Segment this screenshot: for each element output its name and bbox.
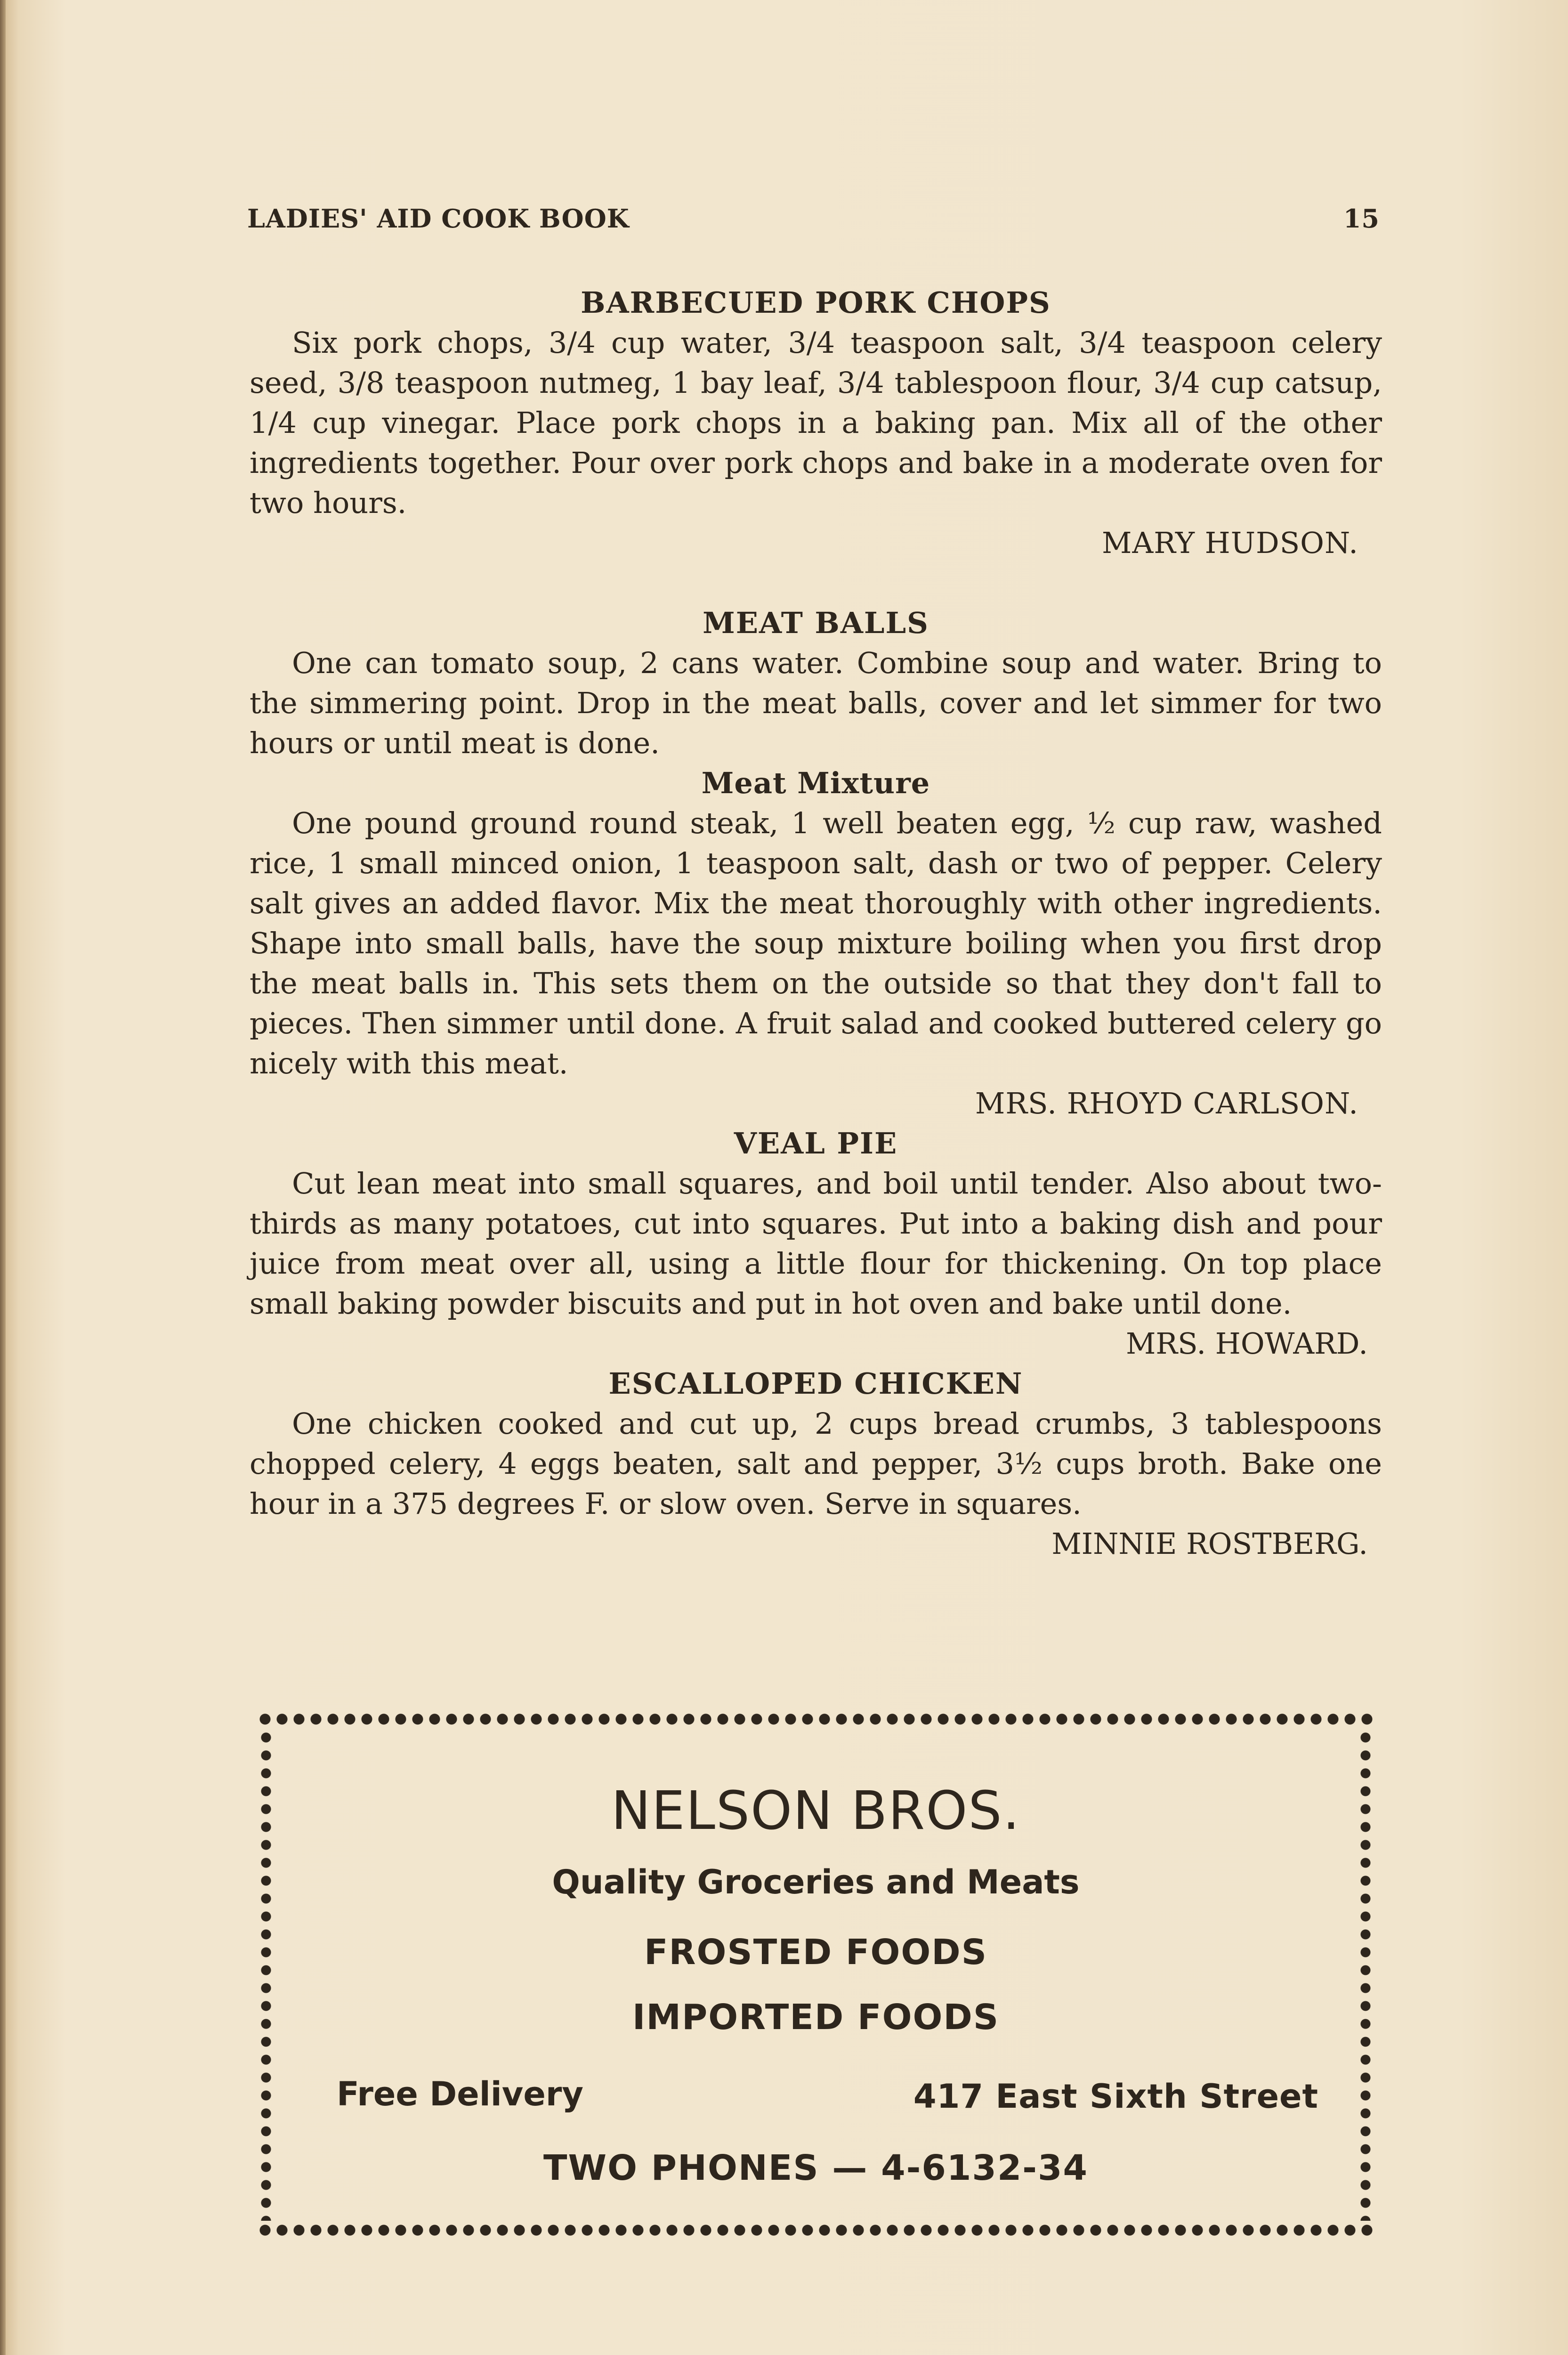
ad-imported-foods: IMPORTED FOODS (632, 1997, 1000, 2038)
recipe-subtitle: Meat Mixture (701, 766, 930, 800)
recipe-barbecued-pork-chops (250, 283, 1382, 563)
recipe-body (250, 1404, 1382, 1561)
ad-phones: TWO PHONES — 4-6132-34 (543, 2148, 1088, 2188)
ad-business-name: NELSON BROS. (611, 1780, 1021, 1842)
page-number: 15 (1343, 203, 1380, 234)
recipe-body-text: Cut lean meat into small squares, and boil until tender. Also about two-thirds as many potatoes, cut into squares. Put into a baking dish and pour juice from meat over all, using a little flour for thickening. On top place small baking powder biscuits and put in hot oven and bake until done. (250, 1166, 1382, 1321)
recipe-body-2: One pound ground round steak, 1 well beaten egg, ½ cup raw, washed rice, 1 small minced onion, 1 teaspoon salt, dash or two of pepper. Celery salt gives an added flavor. Mix the meat thoroughly with other ingredients. Shape into small balls, have the soup mixture boiling when you first drop the meat balls in. This sets them on the outside so that they don't fall to pieces. Then simmer until done. A fruit salad and cooked buttered celery go nicely with this meat. (250, 806, 1382, 1080)
recipes-content (250, 283, 1382, 1564)
recipe-author: MINNIE ROSTBERG. (1051, 1527, 1368, 1561)
ad-address: 417 East Sixth Street (913, 2077, 1318, 2116)
recipe-author: MRS. HOWARD. (1125, 1326, 1368, 1361)
recipe-author: MRS. RHOYD CARLSON. (975, 1086, 1358, 1121)
ad-border-bottom (257, 2221, 1375, 2240)
recipe-author: MARY HUDSON. (1102, 526, 1358, 560)
recipe-title: VEAL PIE (734, 1126, 898, 1161)
ad-border-right (1356, 1729, 1375, 2221)
recipe-meat-balls (250, 603, 1382, 1123)
recipe-title: ESCALLOPED CHICKEN (608, 1366, 1023, 1401)
recipe-title: BARBECUED PORK CHOPS (581, 285, 1051, 320)
recipe-body: Six pork chops, 3/4 cup water, 3/4 teaspoon salt, 3/4 teaspoon celery seed, 3/8 teaspoon nutmeg, 1 bay leaf, 3/4 tablespoon flour, 3/4 cup catsup, 1/4 cup vinegar. Place pork chops in a baking pan. Mix all of the other ingredients together. Pour over pork chops and bake in a moderate oven for two hours. (250, 325, 1382, 520)
ad-tagline: Quality Groceries and Meats (552, 1863, 1080, 1901)
recipe-title: MEAT BALLS (703, 606, 929, 640)
advertisement-box (257, 1710, 1375, 2240)
recipe-body (250, 1163, 1382, 1361)
recipe-escalloped-chicken (250, 1364, 1382, 1561)
ad-delivery: Free Delivery (337, 2075, 584, 2113)
recipe-veal-pie (250, 1123, 1382, 1361)
ad-frosted-foods: FROSTED FOODS (644, 1932, 988, 1973)
ad-border-left (257, 1729, 275, 2221)
book-spine-edge (0, 0, 6, 2355)
ad-content (275, 1729, 1356, 2221)
page-header (247, 203, 1380, 234)
recipe-body-text: One chicken cooked and cut up, 2 cups bread crumbs, 3 tablespoons chopped celery, 4 eggs beaten, salt and pepper, 3½ cups broth. Bake one hour in a 375 degrees F. or slow oven. Serve in squares. (250, 1406, 1382, 1521)
recipe-body: One can tomato soup, 2 cans water. Combine soup and water. Bring to the simmering point. Drop in the meat balls, cover and let simmer for two hours or until meat is done. (250, 646, 1382, 760)
ad-border-top (257, 1710, 1375, 1729)
book-title: LADIES' AID COOK BOOK (247, 203, 630, 234)
